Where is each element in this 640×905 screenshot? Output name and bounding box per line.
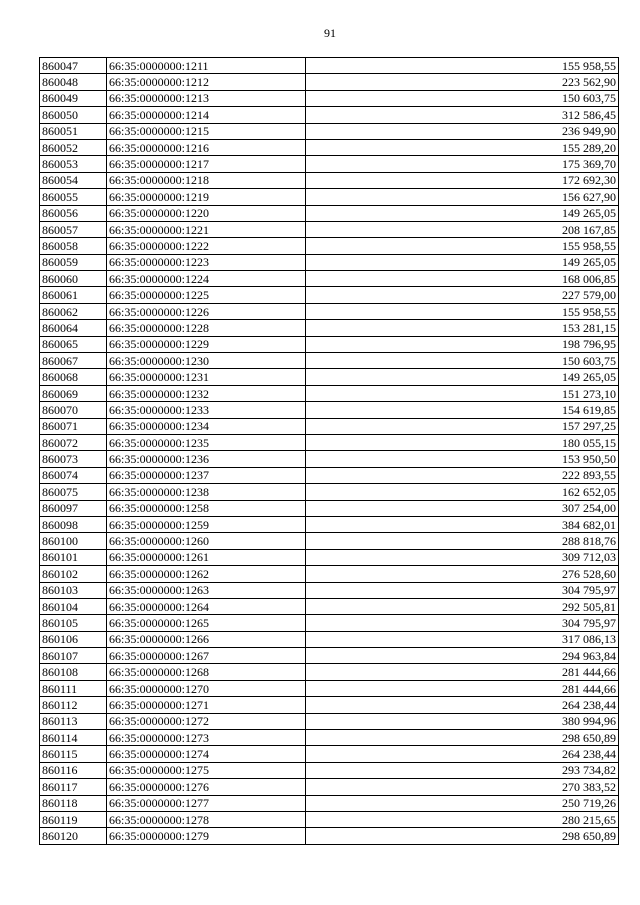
row-number-cell: 860055 bbox=[40, 189, 107, 205]
value-cell: 198 796,95 bbox=[306, 336, 619, 352]
row-number-cell: 860070 bbox=[40, 402, 107, 418]
cadastral-number-cell: 66:35:0000000:1225 bbox=[107, 287, 306, 303]
row-number-cell: 860115 bbox=[40, 746, 107, 762]
row-number-cell: 860057 bbox=[40, 221, 107, 237]
row-number-cell: 860107 bbox=[40, 648, 107, 664]
cadastral-number-cell: 66:35:0000000:1224 bbox=[107, 271, 306, 287]
row-number-cell: 860047 bbox=[40, 58, 107, 74]
table-row bbox=[40, 287, 619, 303]
table-row bbox=[40, 746, 619, 762]
row-number-cell: 860119 bbox=[40, 811, 107, 827]
value-cell: 264 238,44 bbox=[306, 697, 619, 713]
row-number-cell: 860106 bbox=[40, 631, 107, 647]
value-cell: 155 958,55 bbox=[306, 58, 619, 74]
value-cell: 270 383,52 bbox=[306, 779, 619, 795]
cadastral-number-cell: 66:35:0000000:1274 bbox=[107, 746, 306, 762]
table-row bbox=[40, 385, 619, 401]
table-row bbox=[40, 434, 619, 450]
row-number-cell: 860104 bbox=[40, 598, 107, 614]
table-row bbox=[40, 418, 619, 434]
cadastral-number-cell: 66:35:0000000:1279 bbox=[107, 828, 306, 844]
cadastral-number-cell: 66:35:0000000:1232 bbox=[107, 385, 306, 401]
row-number-cell: 860075 bbox=[40, 484, 107, 500]
cadastral-number-cell: 66:35:0000000:1265 bbox=[107, 615, 306, 631]
table-row bbox=[40, 353, 619, 369]
value-cell: 150 603,75 bbox=[306, 353, 619, 369]
row-number-cell: 860101 bbox=[40, 549, 107, 565]
table-row bbox=[40, 795, 619, 811]
row-number-cell: 860074 bbox=[40, 467, 107, 483]
row-number-cell: 860058 bbox=[40, 238, 107, 254]
table-row bbox=[40, 271, 619, 287]
cadastral-number-cell: 66:35:0000000:1277 bbox=[107, 795, 306, 811]
table-row bbox=[40, 648, 619, 664]
value-cell: 153 950,50 bbox=[306, 451, 619, 467]
value-cell: 236 949,90 bbox=[306, 123, 619, 139]
cadastral-number-cell: 66:35:0000000:1220 bbox=[107, 205, 306, 221]
value-cell: 154 619,85 bbox=[306, 402, 619, 418]
table-row bbox=[40, 221, 619, 237]
row-number-cell: 860059 bbox=[40, 254, 107, 270]
cadastral-number-cell: 66:35:0000000:1217 bbox=[107, 156, 306, 172]
row-number-cell: 860052 bbox=[40, 139, 107, 155]
cadastral-number-cell: 66:35:0000000:1216 bbox=[107, 139, 306, 155]
table-row bbox=[40, 516, 619, 532]
row-number-cell: 860071 bbox=[40, 418, 107, 434]
table-row bbox=[40, 156, 619, 172]
cadastral-number-cell: 66:35:0000000:1223 bbox=[107, 254, 306, 270]
table-row bbox=[40, 254, 619, 270]
table-row bbox=[40, 566, 619, 582]
cadastral-number-cell: 66:35:0000000:1237 bbox=[107, 467, 306, 483]
table-row bbox=[40, 500, 619, 516]
value-cell: 168 006,85 bbox=[306, 271, 619, 287]
table-row bbox=[40, 336, 619, 352]
row-number-cell: 860053 bbox=[40, 156, 107, 172]
cadastral-number-cell: 66:35:0000000:1221 bbox=[107, 221, 306, 237]
value-cell: 208 167,85 bbox=[306, 221, 619, 237]
value-cell: 223 562,90 bbox=[306, 74, 619, 90]
row-number-cell: 860103 bbox=[40, 582, 107, 598]
value-cell: 172 692,30 bbox=[306, 172, 619, 188]
value-cell: 280 215,65 bbox=[306, 811, 619, 827]
value-cell: 281 444,66 bbox=[306, 664, 619, 680]
cadastral-number-cell: 66:35:0000000:1278 bbox=[107, 811, 306, 827]
table-row bbox=[40, 484, 619, 500]
row-number-cell: 860114 bbox=[40, 730, 107, 746]
row-number-cell: 860050 bbox=[40, 107, 107, 123]
row-number-cell: 860062 bbox=[40, 303, 107, 319]
value-cell: 380 994,96 bbox=[306, 713, 619, 729]
value-cell: 288 818,76 bbox=[306, 533, 619, 549]
row-number-cell: 860073 bbox=[40, 451, 107, 467]
value-cell: 312 586,45 bbox=[306, 107, 619, 123]
value-cell: 175 369,70 bbox=[306, 156, 619, 172]
row-number-cell: 860116 bbox=[40, 762, 107, 778]
row-number-cell: 860108 bbox=[40, 664, 107, 680]
row-number-cell: 860056 bbox=[40, 205, 107, 221]
row-number-cell: 860113 bbox=[40, 713, 107, 729]
table-row bbox=[40, 402, 619, 418]
registry-table bbox=[39, 57, 619, 845]
cadastral-number-cell: 66:35:0000000:1262 bbox=[107, 566, 306, 582]
row-number-cell: 860068 bbox=[40, 369, 107, 385]
table-row bbox=[40, 615, 619, 631]
value-cell: 149 265,05 bbox=[306, 254, 619, 270]
value-cell: 156 627,90 bbox=[306, 189, 619, 205]
value-cell: 298 650,89 bbox=[306, 730, 619, 746]
table-row bbox=[40, 107, 619, 123]
cadastral-number-cell: 66:35:0000000:1276 bbox=[107, 779, 306, 795]
cadastral-number-cell: 66:35:0000000:1234 bbox=[107, 418, 306, 434]
value-cell: 298 650,89 bbox=[306, 828, 619, 844]
cadastral-number-cell: 66:35:0000000:1270 bbox=[107, 680, 306, 696]
table-row bbox=[40, 730, 619, 746]
value-cell: 155 958,55 bbox=[306, 238, 619, 254]
cadastral-number-cell: 66:35:0000000:1229 bbox=[107, 336, 306, 352]
row-number-cell: 860064 bbox=[40, 320, 107, 336]
row-number-cell: 860120 bbox=[40, 828, 107, 844]
cadastral-number-cell: 66:35:0000000:1214 bbox=[107, 107, 306, 123]
cadastral-number-cell: 66:35:0000000:1271 bbox=[107, 697, 306, 713]
cadastral-number-cell: 66:35:0000000:1219 bbox=[107, 189, 306, 205]
table-row bbox=[40, 451, 619, 467]
page-number: 91 bbox=[324, 26, 336, 40]
cadastral-number-cell: 66:35:0000000:1233 bbox=[107, 402, 306, 418]
row-number-cell: 860065 bbox=[40, 336, 107, 352]
table-row bbox=[40, 205, 619, 221]
cadastral-number-cell: 66:35:0000000:1258 bbox=[107, 500, 306, 516]
cadastral-number-cell: 66:35:0000000:1215 bbox=[107, 123, 306, 139]
value-cell: 304 795,97 bbox=[306, 582, 619, 598]
table-row bbox=[40, 533, 619, 549]
value-cell: 309 712,03 bbox=[306, 549, 619, 565]
row-number-cell: 860072 bbox=[40, 434, 107, 450]
cadastral-number-cell: 66:35:0000000:1231 bbox=[107, 369, 306, 385]
value-cell: 292 505,81 bbox=[306, 598, 619, 614]
cadastral-number-cell: 66:35:0000000:1212 bbox=[107, 74, 306, 90]
row-number-cell: 860100 bbox=[40, 533, 107, 549]
table-row bbox=[40, 303, 619, 319]
cadastral-number-cell: 66:35:0000000:1260 bbox=[107, 533, 306, 549]
value-cell: 155 958,55 bbox=[306, 303, 619, 319]
value-cell: 293 734,82 bbox=[306, 762, 619, 778]
cadastral-number-cell: 66:35:0000000:1236 bbox=[107, 451, 306, 467]
value-cell: 222 893,55 bbox=[306, 467, 619, 483]
table-row bbox=[40, 828, 619, 844]
row-number-cell: 860102 bbox=[40, 566, 107, 582]
row-number-cell: 860054 bbox=[40, 172, 107, 188]
cadastral-number-cell: 66:35:0000000:1261 bbox=[107, 549, 306, 565]
value-cell: 384 682,01 bbox=[306, 516, 619, 532]
value-cell: 317 086,13 bbox=[306, 631, 619, 647]
value-cell: 151 273,10 bbox=[306, 385, 619, 401]
value-cell: 227 579,00 bbox=[306, 287, 619, 303]
cadastral-number-cell: 66:35:0000000:1235 bbox=[107, 434, 306, 450]
cadastral-number-cell: 66:35:0000000:1228 bbox=[107, 320, 306, 336]
cadastral-number-cell: 66:35:0000000:1264 bbox=[107, 598, 306, 614]
cadastral-number-cell: 66:35:0000000:1238 bbox=[107, 484, 306, 500]
row-number-cell: 860067 bbox=[40, 353, 107, 369]
cadastral-number-cell: 66:35:0000000:1267 bbox=[107, 648, 306, 664]
value-cell: 149 265,05 bbox=[306, 369, 619, 385]
table-row bbox=[40, 598, 619, 614]
table-row bbox=[40, 74, 619, 90]
table-row bbox=[40, 90, 619, 106]
value-cell: 281 444,66 bbox=[306, 680, 619, 696]
row-number-cell: 860097 bbox=[40, 500, 107, 516]
value-cell: 304 795,97 bbox=[306, 615, 619, 631]
table-row bbox=[40, 189, 619, 205]
cadastral-number-cell: 66:35:0000000:1226 bbox=[107, 303, 306, 319]
row-number-cell: 860060 bbox=[40, 271, 107, 287]
row-number-cell: 860069 bbox=[40, 385, 107, 401]
registry-table-body bbox=[40, 58, 619, 845]
cadastral-number-cell: 66:35:0000000:1275 bbox=[107, 762, 306, 778]
row-number-cell: 860049 bbox=[40, 90, 107, 106]
table-row bbox=[40, 123, 619, 139]
row-number-cell: 860112 bbox=[40, 697, 107, 713]
value-cell: 153 281,15 bbox=[306, 320, 619, 336]
table-row bbox=[40, 58, 619, 74]
value-cell: 264 238,44 bbox=[306, 746, 619, 762]
table-row bbox=[40, 369, 619, 385]
cadastral-number-cell: 66:35:0000000:1266 bbox=[107, 631, 306, 647]
cadastral-number-cell: 66:35:0000000:1218 bbox=[107, 172, 306, 188]
cadastral-number-cell: 66:35:0000000:1211 bbox=[107, 58, 306, 74]
table-row bbox=[40, 172, 619, 188]
value-cell: 150 603,75 bbox=[306, 90, 619, 106]
table-row bbox=[40, 238, 619, 254]
value-cell: 157 297,25 bbox=[306, 418, 619, 434]
row-number-cell: 860048 bbox=[40, 74, 107, 90]
cadastral-number-cell: 66:35:0000000:1222 bbox=[107, 238, 306, 254]
value-cell: 307 254,00 bbox=[306, 500, 619, 516]
cadastral-number-cell: 66:35:0000000:1273 bbox=[107, 730, 306, 746]
row-number-cell: 860111 bbox=[40, 680, 107, 696]
row-number-cell: 860051 bbox=[40, 123, 107, 139]
table-row bbox=[40, 811, 619, 827]
table-row bbox=[40, 713, 619, 729]
table-row bbox=[40, 549, 619, 565]
row-number-cell: 860098 bbox=[40, 516, 107, 532]
table-row bbox=[40, 779, 619, 795]
cadastral-number-cell: 66:35:0000000:1263 bbox=[107, 582, 306, 598]
value-cell: 155 289,20 bbox=[306, 139, 619, 155]
row-number-cell: 860118 bbox=[40, 795, 107, 811]
value-cell: 294 963,84 bbox=[306, 648, 619, 664]
table-row bbox=[40, 680, 619, 696]
cadastral-number-cell: 66:35:0000000:1230 bbox=[107, 353, 306, 369]
table-row bbox=[40, 320, 619, 336]
value-cell: 180 055,15 bbox=[306, 434, 619, 450]
table-row bbox=[40, 664, 619, 680]
cadastral-number-cell: 66:35:0000000:1272 bbox=[107, 713, 306, 729]
table-row bbox=[40, 697, 619, 713]
cadastral-number-cell: 66:35:0000000:1213 bbox=[107, 90, 306, 106]
table-row bbox=[40, 139, 619, 155]
row-number-cell: 860117 bbox=[40, 779, 107, 795]
table-row bbox=[40, 631, 619, 647]
cadastral-number-cell: 66:35:0000000:1259 bbox=[107, 516, 306, 532]
table-row bbox=[40, 762, 619, 778]
row-number-cell: 860061 bbox=[40, 287, 107, 303]
cadastral-number-cell: 66:35:0000000:1268 bbox=[107, 664, 306, 680]
value-cell: 149 265,05 bbox=[306, 205, 619, 221]
value-cell: 276 528,60 bbox=[306, 566, 619, 582]
table-row bbox=[40, 467, 619, 483]
row-number-cell: 860105 bbox=[40, 615, 107, 631]
value-cell: 250 719,26 bbox=[306, 795, 619, 811]
table-row bbox=[40, 582, 619, 598]
value-cell: 162 652,05 bbox=[306, 484, 619, 500]
